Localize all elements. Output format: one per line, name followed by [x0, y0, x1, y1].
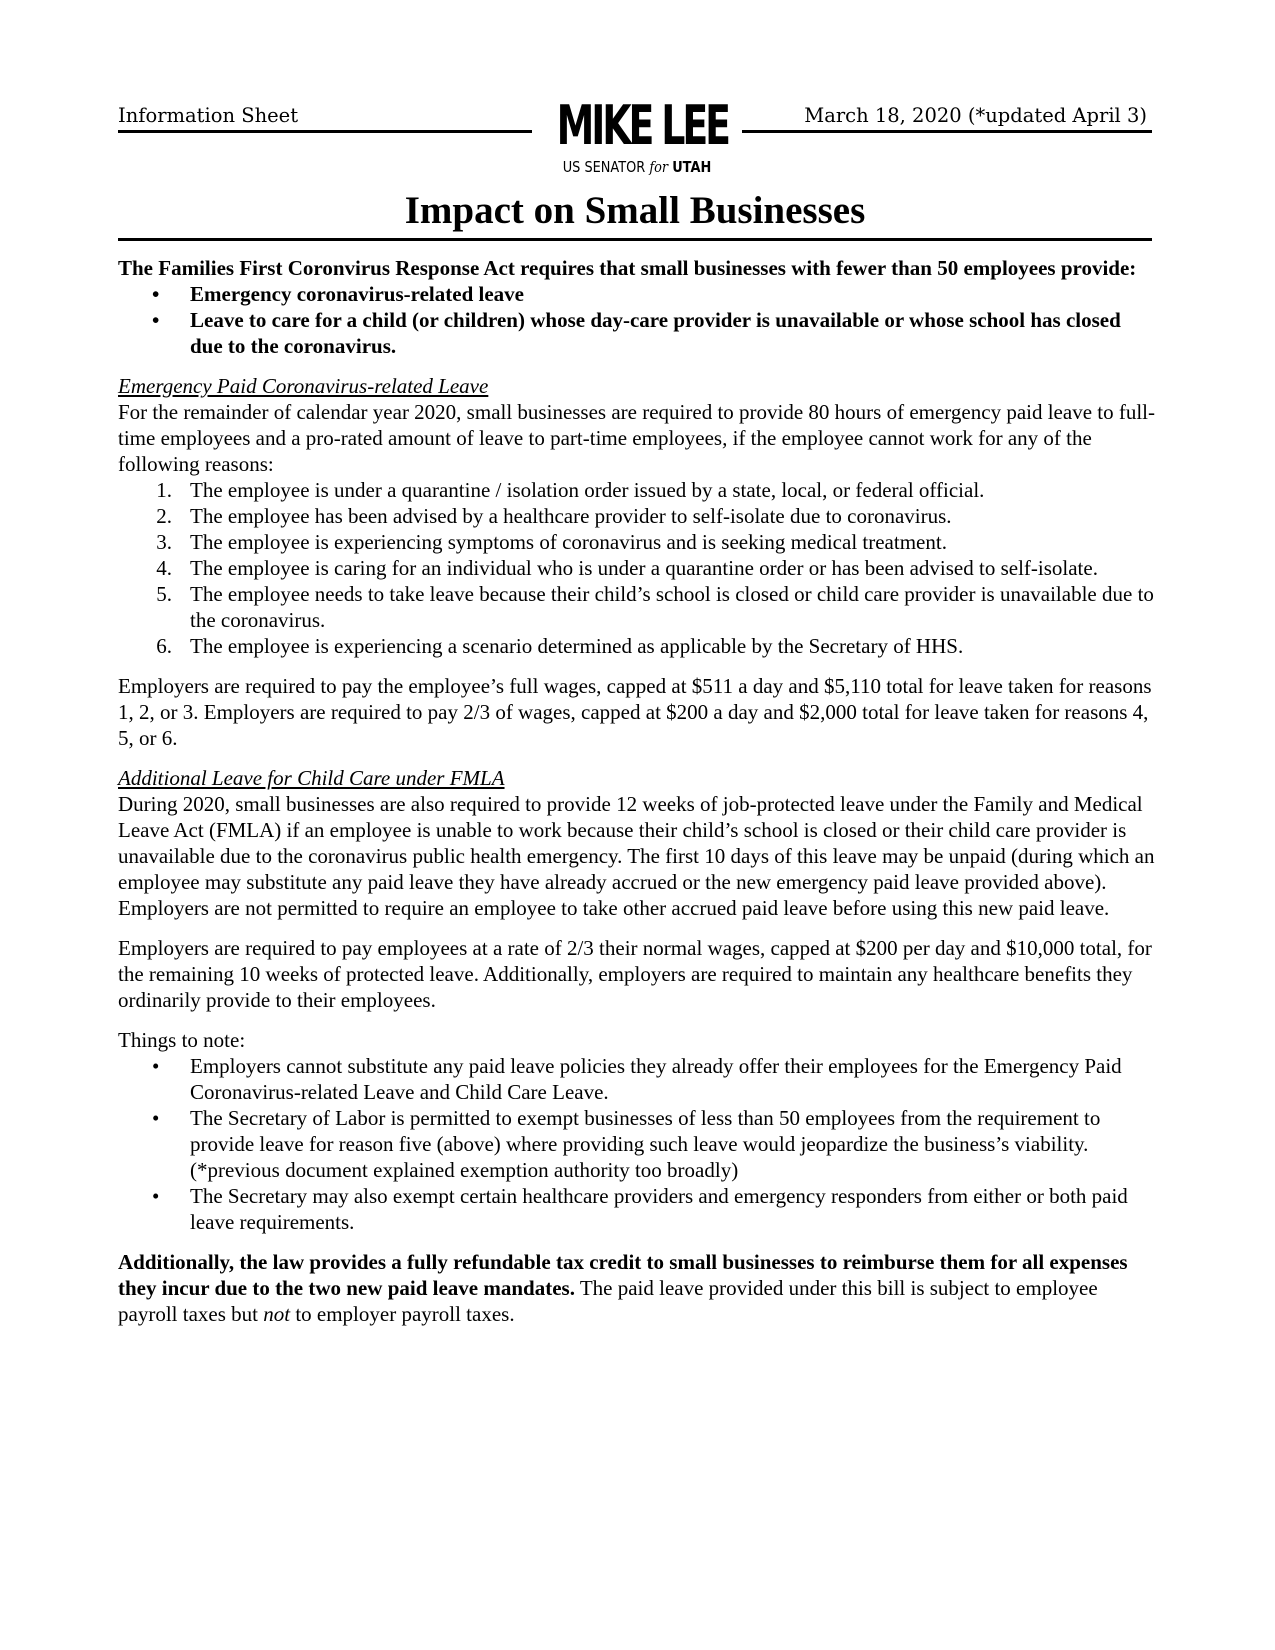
document-body: [118, 255, 1158, 1327]
section-heading-fmla: Additional Leave for Child Care under FMLA: [118, 766, 505, 790]
closing-plain: The paid leave provided under this bill is subject to employee payroll taxes but: [118, 1276, 1098, 1326]
bullet-marker: •: [152, 1106, 160, 1130]
title-rule: [118, 238, 1152, 241]
bullet-text: Emergency coronavirus-related leave: [190, 282, 524, 306]
list-item: [118, 1183, 1158, 1235]
fmla-paragraph: During 2020, small businesses are also required to provide 12 weeks of job-protected leave under the Family and Medical Leave Act (FMLA) if an employee is unable to work because their child’s school is closed or their child care provider is unavailable due to the coronavirus public health emergency. The first 10 days of this leave may be unpaid (during which an employee may substitute any paid leave they have already accrued or the new emergency paid leave provided above). Employers are not permitted to require an employee to take other accrued paid leave before using this new paid leave.: [118, 792, 1155, 920]
closing-italic: not: [263, 1302, 291, 1326]
intro-bullet-list: [118, 281, 1158, 359]
reason-text: The employee is caring for an individual who is under a quarantine order or has been advised to self-isolate.: [190, 556, 1098, 580]
bullet-marker: •: [152, 1054, 160, 1078]
list-item: [118, 503, 1158, 529]
list-item: [118, 529, 1158, 555]
spacer: [118, 359, 1158, 373]
fmla-wages-paragraph: Employers are required to pay employees at a rate of 2/3 their normal wages, capped at $200 per day and $10,000 total, for the remaining 10 weeks of protected leave. Additionally, employers are required to maintain any healthcare benefits they ordinarily provide to their employees.: [118, 936, 1152, 1012]
note-text: Employers cannot substitute any paid leave policies they already offer their employees for the Emergency Paid Coronavirus-related Leave and Child Care Leave.: [190, 1054, 1122, 1104]
list-item: [118, 555, 1158, 581]
reason-number: 3.: [156, 530, 172, 554]
paragraph-comma: ,: [722, 426, 728, 450]
section-heading-emergency-leave: Emergency Paid Coronavirus-related Leave: [118, 374, 489, 398]
reason-text: The employee needs to take leave because their child’s school is closed or child care provider is unavailable due to the coronavirus.: [190, 582, 1154, 632]
list-item: [118, 1105, 1158, 1183]
closing-plain: to employer payroll taxes.: [290, 1302, 515, 1326]
reason-number: 6.: [156, 634, 172, 658]
notes-label: Things to note:: [118, 1028, 246, 1052]
list-item: [118, 281, 1158, 307]
list-item: [118, 1053, 1158, 1105]
emergency-wages-paragraph: Employers are required to pay the employee’s full wages, capped at $511 a day and $5,110 total for leave taken for reasons 1, 2, or 3. Employers are required to pay 2/3 of wages, capped at $200 a day and $2,000 total for leave taken for reasons 4, 5, or 6.: [118, 674, 1152, 750]
spacer: [118, 1013, 1158, 1027]
bullet-marker: •: [152, 1184, 160, 1208]
note-text: The Secretary may also exempt certain healthcare providers and emergency responders from either or both paid leave requirements.: [190, 1184, 1128, 1234]
reason-text: The employee has been advised by a healthcare provider to self-isolate due to coronavirus.: [190, 504, 952, 528]
logo-sub-state: UTAH: [672, 158, 712, 176]
senator-logo-subtitle: [548, 158, 725, 176]
header-date: March 18, 2020 (*updated April 3): [804, 104, 1147, 127]
header-rule-right: [742, 130, 1152, 133]
reason-text: The employee is experiencing a scenario determined as applicable by the Secretary of HHS.: [190, 634, 964, 658]
note-text: The Secretary of Labor is permitted to exempt businesses of less than 50 employees from the requirement to provide leave for reason five (above) where providing such leave would jeopardize the business’s viability. (*previous document explained exemption authority too broadly): [190, 1106, 1101, 1182]
notes-bullet-list: [118, 1053, 1158, 1235]
logo-sub-for: for: [649, 158, 669, 176]
emergency-leave-paragraph: [118, 399, 1158, 477]
spacer: [118, 921, 1158, 935]
bullet-text: Leave to care for a child (or children) whose day-care provider is unavailable or whose school has closed due to the coronavirus.: [190, 308, 1121, 358]
page-title: Impact on Small Businesses: [404, 189, 866, 232]
list-item: [118, 307, 1158, 359]
reason-number: 4.: [156, 556, 172, 580]
info-sheet-label: Information Sheet: [118, 104, 299, 127]
reasons-list: [118, 477, 1158, 659]
reason-text: The employee is experiencing symptoms of coronavirus and is seeking medical treatment.: [190, 530, 947, 554]
bullet-marker: •: [152, 282, 160, 306]
logo-sub-prefix: US SENATOR: [562, 158, 646, 176]
list-item: [118, 477, 1158, 503]
reason-number: 1.: [156, 478, 172, 502]
reason-number: 5.: [156, 582, 172, 606]
list-item: [118, 633, 1158, 659]
spacer: [118, 1235, 1158, 1249]
closing-bold: Additionally, the law provides a fully refundable tax credit to small businesses to reimburse them for all expenses they incur due to the two new paid leave mandates.: [118, 1250, 1128, 1300]
reason-text: The employee is under a quarantine / isolation order issued by a state, local, or federal official.: [190, 478, 985, 502]
spacer: [118, 751, 1158, 765]
spacer: [118, 659, 1158, 673]
closing-paragraph: [118, 1249, 1158, 1327]
bullet-marker: •: [152, 308, 160, 332]
reason-number: 2.: [156, 504, 172, 528]
header-rule-left: [118, 130, 532, 133]
senator-logo-name: MIKE LEE: [556, 94, 728, 157]
paragraph-part: For the remainder of calendar year 2020, small businesses are required to provide 80 hours of emergency paid leave to full-time employees and a pro-rated amount of leave to part-time employees: [118, 400, 1156, 450]
intro-text: The Families First Coronvirus Response Act requires that small businesses with fewer than 50 employees provide:: [118, 256, 1137, 280]
paragraph-part: if the employee cannot work for any of the following reasons:: [118, 426, 1092, 476]
list-item: [118, 581, 1158, 633]
